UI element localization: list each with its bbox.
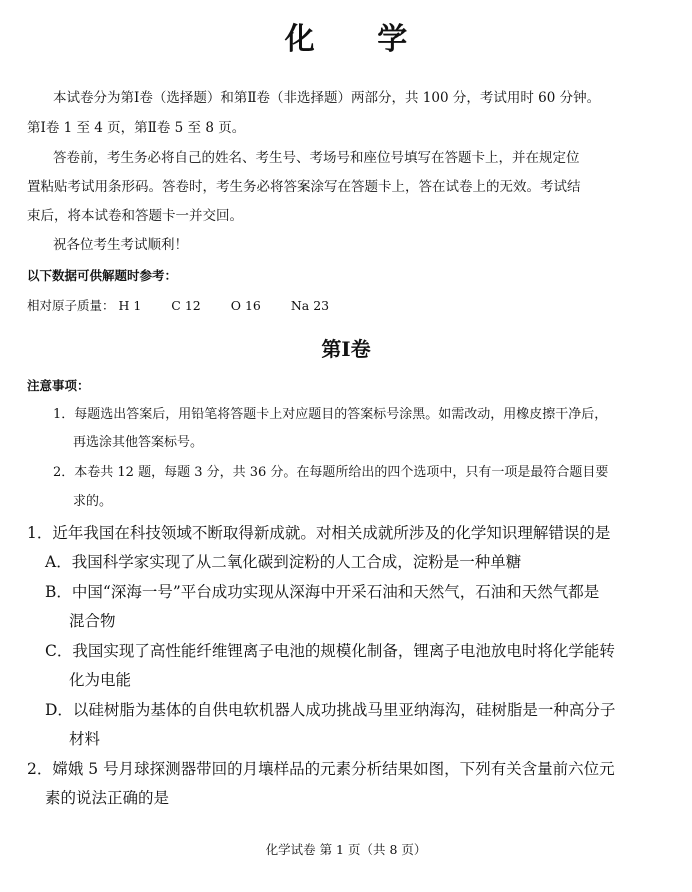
question-1-stem: 1．近年我国在科技领域不断取得新成就。对相关成就所涉及的化学知识理解错误的是 (27, 524, 611, 542)
page-title: 化 学 (284, 22, 434, 57)
question-1-option-d-line-2: 材料 (69, 730, 101, 748)
question-1-option-b-line-2: 混合物 (69, 612, 116, 630)
intro-line-3: 答卷前，考生务必将自己的姓名、考生号、考场号和座位号填写在答题卡上，并在规定位 (53, 150, 580, 166)
intro-line-1: 本试卷分为第Ⅰ卷（选择题）和第Ⅱ卷（非选择题）两部分，共 100 分，考试用时 60 分钟。 (53, 90, 601, 106)
intro-line-5: 束后，将本试卷和答题卡一并交回。 (27, 208, 243, 224)
question-1-option-b-line-1: B．中国“深海一号”平台成功实现从深海中开采石油和天然气，石油和天然气都是 (45, 583, 600, 601)
notice-item-2-line-1: 2．本卷共 12 题，每题 3 分，共 36 分。在每题所给出的四个选项中，只有一项是最符合题目要 (53, 465, 609, 480)
intro-wish: 祝各位考生考试顺利！ (53, 237, 188, 253)
notice-item-1-line-1: 1．每题选出答案后，用铅笔将答题卡上对应题目的答案标号涂黑。如需改动，用橡皮擦干净后， (53, 407, 608, 422)
question-2-stem-line-2: 素的说法正确的是 (45, 789, 170, 807)
page-footer: 化学试卷 第 1 页（共 8 页） (265, 842, 427, 857)
atomic-mass-row (27, 296, 329, 314)
notice-item-2-line-2: 求的。 (73, 494, 113, 509)
section-title: 第Ⅰ卷 (321, 337, 371, 361)
reference-heading: 以下数据可供解题时参考： (27, 268, 178, 283)
intro-line-2: 第Ⅰ卷 1 至 4 页，第Ⅱ卷 5 至 8 页。 (27, 120, 246, 136)
question-1-option-c-line-2: 化为电能 (69, 671, 132, 689)
atomic-mass-na: Na 23 (290, 298, 330, 313)
atomic-mass-label: 相对原子质量： (27, 298, 115, 313)
question-1-option-c-line-1: C．我国实现了高性能纤维锂离子电池的规模化制备，锂离子电池放电时将化学能转 (45, 642, 615, 660)
atomic-mass-c: C 12 (171, 298, 201, 313)
question-2-stem-line-1: 2．嫦娥 5 号月球探测器带回的月壤样品的元素分析结果如图，下列有关含量前六位元 (27, 760, 615, 778)
intro-line-4: 置粘贴考试用条形码。答卷时，考生务必将答案涂写在答题卡上，答在试卷上的无效。考试结 (27, 179, 581, 195)
atomic-mass-o: O 16 (230, 298, 261, 313)
question-1-option-a: A．我国科学家实现了从二氧化碳到淀粉的人工合成，淀粉是一种单糖 (45, 553, 522, 571)
notice-item-1-line-2: 再选涂其他答案标号。 (73, 435, 204, 450)
question-1-option-d-line-1: D．以硅树脂为基体的自供电软机器人成功挑战马里亚纳海沟，硅树脂是一种高分子 (45, 701, 616, 719)
atomic-mass-h: H 1 (118, 298, 142, 313)
notice-heading: 注意事项： (27, 378, 90, 393)
